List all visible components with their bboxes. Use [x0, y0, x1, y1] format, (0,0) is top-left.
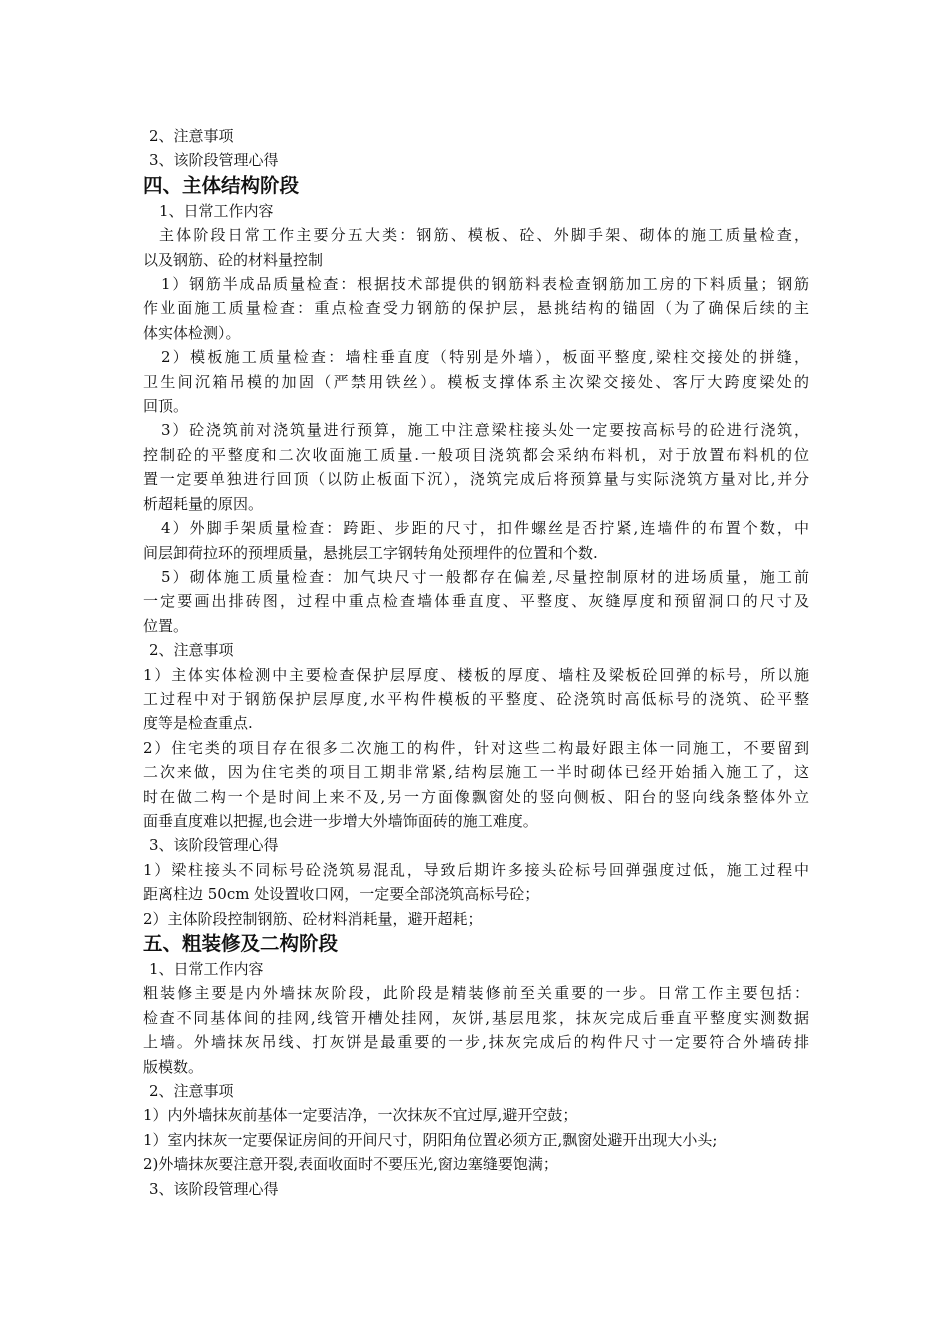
paragraph-line: 面垂直度难以把握,也会进一步增大外墙饰面砖的施工难度。	[143, 811, 538, 830]
text-line: 3、该阶段管理心得	[149, 836, 279, 855]
paragraph-line: 5）砌体施工质量检查：加气块尺寸一般都存在偏差,尽量控制原材的进场质量，施工前	[161, 567, 809, 586]
paragraph-line: 上墙。外墙抹灰吊线、打灰饼是最重要的一步,抹灰完成后的构件尺寸一定要符合外墙砖排	[143, 1033, 809, 1052]
paragraph-line: 控制砼的平整度和二次收面施工质量.一般项目浇筑都会采纳布料机，对于放置布料机的位	[143, 445, 809, 464]
paragraph-line: 度等是检查重点.	[143, 714, 253, 733]
paragraph-line: 析超耗量的原因。	[143, 494, 264, 513]
paragraph-line: 1）室内抹灰一定要保证房间的开间尺寸，阴阳角位置必须方正,飘窗处避开出现大小头;	[143, 1130, 718, 1149]
text-line: 1、日常工作内容	[159, 201, 274, 220]
paragraph-line: 作业面施工质量检查：重点检查受力钢筋的保护层，悬挑结构的锚固（为了确保后续的主	[143, 299, 809, 318]
paragraph-line: 时在做二构一个是时间上来不及,另一方面像飘窗处的竖向侧板、阳台的竖向线条整体外立	[143, 787, 809, 806]
paragraph-line: 1）钢筋半成品质量检查：根据技术部提供的钢筋料表检查钢筋加工房的下料质量；钢筋	[161, 275, 809, 294]
paragraph-line: 回顶。	[143, 397, 189, 416]
paragraph-line: 置一定要单独进行回顶（以防止板面下沉），浇筑完成后将预算量与实际浇筑方量对比,并分	[143, 470, 809, 489]
paragraph-line: 粗装修主要是内外墙抹灰阶段，此阶段是精装修前至关重要的一步。日常工作主要包括：	[143, 984, 809, 1003]
paragraph-line: 1）主体实体检测中主要检查保护层厚度、楼板的厚度、墙柱及梁板砼回弹的标号，所以施	[143, 665, 809, 684]
section-heading: 五、粗装修及二构阶段	[143, 932, 339, 955]
paragraph-line: 以及钢筋、砼的材料量控制	[143, 250, 324, 269]
paragraph-line: 位置。	[143, 616, 189, 635]
text-line: 3、该阶段管理心得	[149, 1179, 279, 1198]
text-line: 2、注意事项	[149, 127, 234, 145]
paragraph-line: 2)外墙抹灰要注意开裂,表面收面时不要压光,窗边塞缝要饱满；	[143, 1155, 558, 1174]
paragraph-line: 2）住宅类的项目存在很多二次施工的构件，针对这些二构最好跟主体一同施工，不要留到	[143, 738, 809, 757]
paragraph-line: 1）梁柱接头不同标号砼浇筑易混乱，导致后期许多接头砼标号回弹强度过低，施工过程中	[143, 860, 809, 879]
paragraph-line: 版模数。	[143, 1057, 204, 1076]
paragraph-line: 2）模板施工质量检查：墙柱垂直度（特别是外墙），板面平整度,梁柱交接处的拼缝，	[161, 348, 809, 367]
paragraph-line: 2）主体阶段控制钢筋、砼材料消耗量，避开超耗；	[143, 909, 483, 928]
paragraph-line: 工过程中对于钢筋保护层厚度,水平构件模板的平整度、砼浇筑时高低标号的浇筑、砼平整	[143, 689, 809, 708]
text-line: 3、该阶段管理心得	[149, 151, 279, 170]
paragraph-line: 间层卸荷拉环的预埋质量，悬挑层工字钢转角处预埋件的位置和个数.	[143, 543, 598, 562]
paragraph-line: 4）外脚手架质量检查：跨距、步距的尺寸，扣件螺丝是否拧紧,连墙件的布置个数，中	[161, 519, 809, 538]
text-line: 2、注意事项	[149, 641, 234, 660]
paragraph-line: 卫生间沉箱吊模的加固（严禁用铁丝）。模板支撑体系主次梁交接处、客厅大跨度梁处的	[143, 372, 809, 391]
text-line: 1、日常工作内容	[149, 960, 264, 978]
paragraph-line: 距离柱边 50cm 处设置收口网，一定要全部浇筑高标号砼；	[143, 885, 540, 904]
document-page	[143, 124, 809, 1201]
paragraph-line: 3）砼浇筑前对浇筑量进行预算，施工中注意梁柱接头处一定要按高标号的砼进行浇筑，	[161, 421, 809, 440]
paragraph-line: 1）内外墙抹灰前基体一定要洁净，一次抹灰不宜过厚,避开空鼓；	[143, 1106, 578, 1125]
paragraph-line: 二次来做，因为住宅类的项目工期非常紧,结构层施工一半时砌体已经开始插入施工了，这	[143, 763, 809, 782]
text-line: 2、注意事项	[149, 1082, 234, 1101]
section-heading: 四、主体结构阶段	[143, 173, 300, 197]
paragraph-line: 检查不同基体间的挂网,线管开槽处挂网，灰饼,基层甩浆，抹灰完成后垂直平整度实测数据	[143, 1008, 809, 1027]
paragraph-line: 体实体检测）。	[143, 323, 241, 342]
paragraph-line: 一定要画出排砖图，过程中重点检查墙体垂直度、平整度、灰缝厚度和预留洞口的尺寸及	[143, 592, 809, 611]
paragraph-line: 主体阶段日常工作主要分五大类：钢筋、模板、砼、外脚手架、砌体的施工质量检查，	[159, 226, 809, 245]
